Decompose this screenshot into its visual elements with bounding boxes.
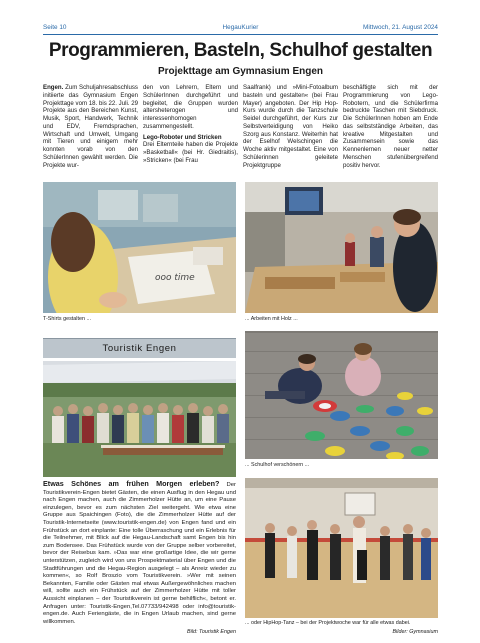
caption-hiphop: ... oder HipHop-Tanz – bei der Projektwoche war für alle etwas dabei.	[245, 620, 411, 626]
photo-group-breakfast	[43, 361, 236, 477]
article-title: Programmieren, Basteln, Schulhof gestalten	[48, 40, 433, 61]
photo-hiphop	[245, 478, 438, 618]
tourist-body: Der Touristikverein-Engen bietet Gästen, die einen Ausflug in den Hegau und nach Engen machen, auch die Zimmerholzer Hütte an, um eine Pause einzulegen, bevor es zum nächsten Ziel weitergeht. Wie etwa eine Gruppe aus Spaichingen (Foto), die die Zimmerholzer Hütte auf der Touristik-Internetseite (www.touristik-engen.de) von Engen fand und ein Frühstück an dort einplante: Eine tolle Überraschung und ein Erlebnis für die Teilnehmer, mit Blick auf die Hegau-Landschaft samt Engen bis hin zum Bodensee. Das Frühstück wurde von der Gruppe selber vorbereitet, bevor der Reisebus kam. »Das war eine großartige Idee, die wir gerne unterstützen, zugleich wird von uns Prospektmaterial über Engen und die Stadtführungen und die Hegau-Region ausgelegt – als Anreiz wieder zu kommen«, so Rolf Broszio vom Touristikverein. »Wer mit seinen Bekannten, Familie oder Gästen mal etwas Außergewöhnliches machen will, sollte auch ein Frühstück auf der Zimmerholzer Hütte mit toller Aussicht einplanen – der Touristikverein ist gerne behilflich«, betont er. Anfragen unter: Touristik-Engen,Tel.07733/942498 oder info@touristik-engen.de. Auch Feriengäste, die in Engen Urlaub machen, sind gerne willkommen.	[43, 482, 237, 625]
column-4-text: beschäftigte sich mit der Programmierung von Lego-Robotern, und die Schülerfirma bedruckte Taschen mit Siebdruck. Die SchülerInnen hoben am Ende das selbstständige Arbeiten, das kreative Mitgestalten und Zusammensein sowie das Kennenlernen neuer netter Menschen stufenübergreifend positiv hervor.	[343, 84, 438, 169]
dateline: Engen.	[43, 84, 64, 91]
article-column-2	[143, 84, 238, 165]
tourist-headline: Etwas Schönes am frühen Morgen erleben?	[43, 479, 220, 488]
article-subtitle: Projekttage am Gymnasium Engen	[157, 66, 324, 77]
issue-date: Mittwoch, 21. August 2024	[363, 24, 438, 31]
column-2b-text: Drei Elternteile haben die Projekte »Basketball« (bei Hr. Giedraitis), »Stricken« (bei Frau	[143, 141, 238, 164]
column-3-text: Saalfrank) und »Mini-Fotoalbum basteln und gestalten« (bei Frau Mayer) angeboten. Der Hip Hop-Kurs wurde durch die Tanzschule Seidel durchgeführt, der Kurs zur Selbstverteidigung von Heiko Szorg aus Konstanz. Weiterhin hat der Eselhof Welschingen die Woche aktiv mitgestaltet. Eine von Schülerinnen geleitete Projektgruppe	[243, 84, 338, 169]
column-2-text: den von Lehrern, Eltern und SchülerInnen durchgeführt und begleitet, die Gruppen wurden altersheterogen und interessenhomogen zusammengestellt.	[143, 84, 238, 130]
article-column-3	[243, 84, 338, 169]
photo-tshirts	[43, 182, 236, 313]
photo-credit-tourist: Bild: Touristik Engen	[187, 629, 236, 635]
column-1-text: Zum Schuljahresabschluss initiierte das Gymnasium Engen Projekttage vom 18. bis 22. Juli. 29 Projekte aus den Bereichen Kunst, Musik, Sport, Handwerk, Technik und EDV, Fremdsprachen, Wirtschaft und Umwelt, Umgang mit Tieren und einigem mehr konnten vorab von den SchülerInnen gewählt werden. Die Projekte wur-	[43, 84, 138, 169]
caption-schulhof: ... Schulhof verschönern ...	[245, 462, 310, 468]
section-banner-touristik	[43, 338, 236, 358]
subheading: Lego-Roboter und Stricken	[143, 133, 222, 141]
tourist-article	[43, 480, 236, 626]
article-column-4	[343, 84, 438, 169]
caption-tshirts: T-Shirts gestalten ...	[43, 316, 91, 322]
newspaper-name: HegauKurier	[222, 24, 259, 31]
article-column-1	[43, 84, 138, 169]
photo-schulhof	[245, 331, 438, 459]
header-divider	[43, 34, 438, 35]
photo-holz	[245, 182, 438, 313]
page-number: Seite 10	[43, 24, 67, 31]
photo-credit-gymnasium: Bilder: Gymnasium	[392, 629, 438, 635]
svg-text:ooo time: ooo time	[155, 273, 195, 283]
section-banner-title: Touristik Engen	[102, 343, 177, 354]
caption-holz: ... Arbeiten mit Holz ...	[245, 316, 298, 322]
